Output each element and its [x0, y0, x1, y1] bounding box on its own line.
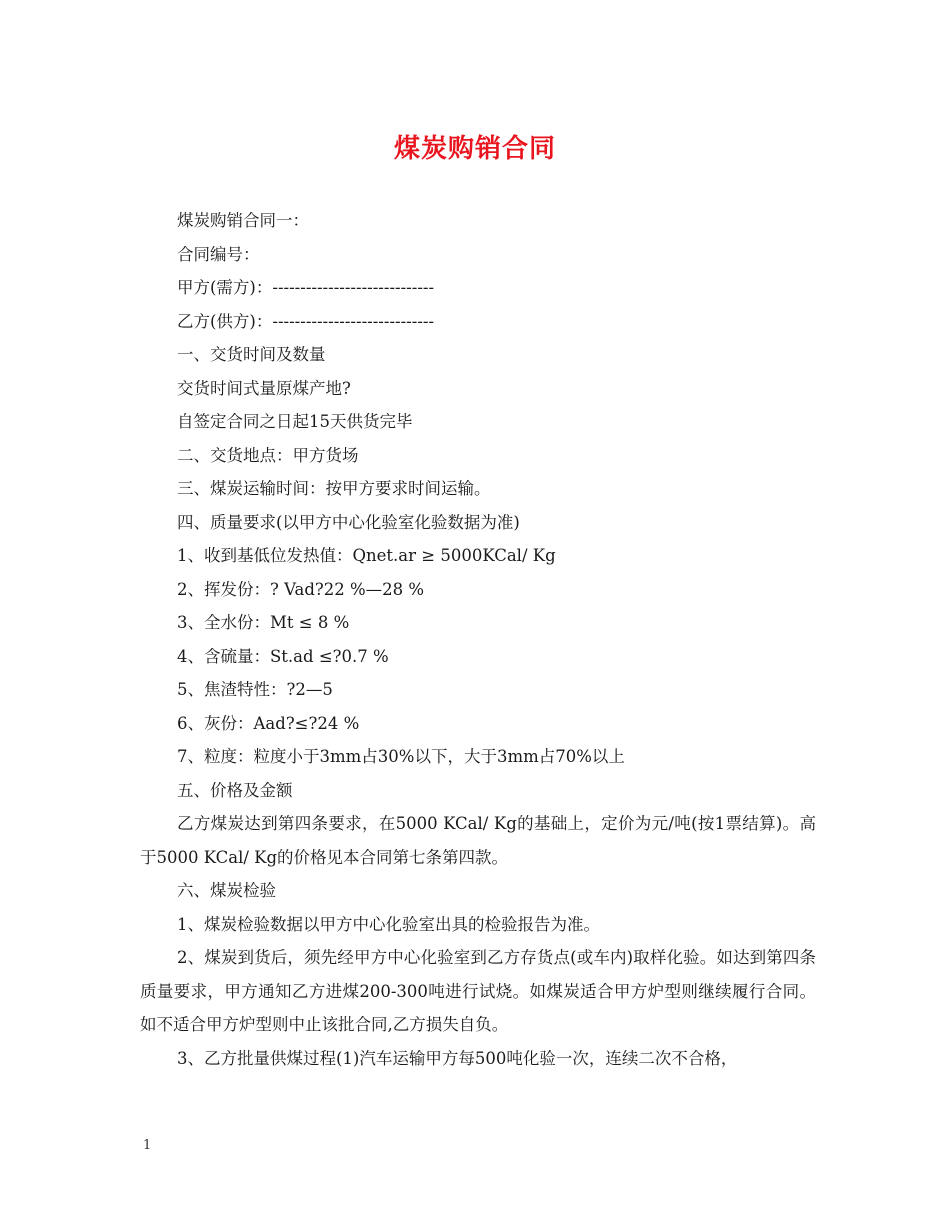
delivery-time-line: 交货时间式量原煤产地? [177, 378, 351, 398]
section-five-heading: 五、价格及金额 [177, 780, 293, 800]
section-six-heading: 六、煤炭检验 [177, 881, 276, 900]
party-b-line: 乙方(供方)：----------------------------- [177, 311, 435, 331]
inspection-paragraph-1: 1、煤炭检验数据以甲方中心化验室出具的检验报告为准。 [177, 914, 600, 934]
section-one-heading: 一、交货时间及数量 [177, 345, 326, 364]
section-three-line: 三、煤炭运输时间：按甲方要求时间运输。 [177, 479, 491, 498]
quality-item-6: 6、灰份：Aad?≤?24 % [177, 713, 360, 733]
contract-number-label: 合同编号： [177, 244, 260, 264]
party-a-line: 甲方(需方)：----------------------------- [177, 278, 435, 297]
quality-item-1: 1、收到基低位发热值：Qnet.ar ≥ 5000KCal/ Kg [177, 546, 556, 565]
section-two-line: 二、交货地点：甲方货场 [177, 445, 359, 465]
inspection-paragraph-2: 2、煤炭到货后，须先经甲方中心化验室到乙方存货点(或车内)取样化验。如达到第四条质量要求，甲方通知乙方进煤200-300吨进行试烧。如煤炭适合甲方炉型则继续履行合同。如不适合甲方炉型则中止该批合同,乙方损失自负。 [140, 948, 816, 1034]
page-number: 1 [143, 1138, 152, 1153]
contract-heading: 煤炭购销合同一： [177, 211, 309, 230]
quality-item-5: 5、焦渣特性：?2—5 [177, 680, 333, 699]
document-title: 煤炭购销合同 [393, 134, 556, 164]
delivery-deadline-line: 自签定合同之日起15天供货完毕 [177, 412, 413, 431]
quality-item-2: 2、挥发份：? Vad?22 %—28 % [177, 579, 425, 599]
quality-item-3: 3、全水份：Mt ≤ 8 % [177, 613, 350, 632]
quality-item-7: 7、粒度：粒度小于3mm占30%以下，大于3mm占70%以上 [177, 747, 625, 766]
quality-item-4: 4、含硫量：St.ad ≤?0.7 % [177, 646, 389, 666]
price-paragraph: 乙方煤炭达到第四条要求，在5000 KCal/ Kg的基础上，定价为元/吨(按1票结算)。高于5000 KCal/ Kg的价格见本合同第七条第四款。 [140, 814, 816, 867]
section-four-heading: 四、质量要求(以甲方中心化验室化验数据为准) [177, 512, 520, 532]
inspection-paragraph-3: 3、乙方批量供煤过程(1)汽车运输甲方每500吨化验一次，连续二次不合格， [177, 1048, 738, 1068]
document-body [140, 204, 816, 1075]
